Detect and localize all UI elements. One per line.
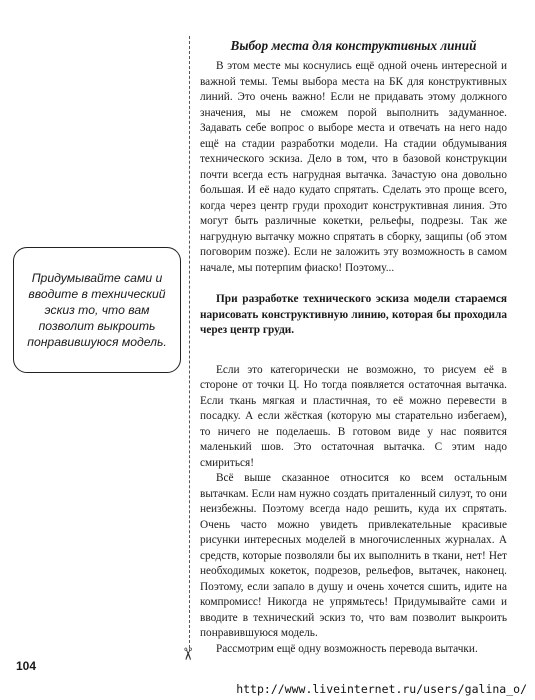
section-heading: Выбор места для конструктивных линий [230, 38, 477, 53]
paragraph-residual-dart: Если это категорически не возможно, то рисуем её в стороне от точки Ц. Но тогда появляется остаточная вытачка. Если ткань мягкая и пластичная, то её можно перевести в посадку. А если жёсткая (которую мы старательно избегаем), то ничего не поделаешь. В готовом виде у нас появится маленький шов. Это остаточная вытачка. С этим надо смириться! [200, 363, 507, 469]
main-text-column [200, 38, 507, 657]
scissors-icon: ✂ [177, 646, 198, 662]
paragraph-closing: Рассмотрим ещё одну возможность перевода вытачки. [216, 642, 478, 655]
paragraph-other-darts: Всё выше сказанное относится ко всем остальным вытачкам. Если нам нужно создать приталенный силуэт, то они неизбежны. Поэтому всегда надо решить, куда их спрятать. Очень часто можно увидеть привлекательные красивые рисунки интересных моделей в многочисленных журналах. А средств, которые позволяли бы их выполнить в ткани, нет! Нет необходимых кокеток, подрезов, рельефов, вытачек, наконец. Поэтому, если запало в душу и очень хочется сшить, идите на компромисс! Никогда не упрямьтесь! Придумывайте сами и вводите в технический эскиз то, что вам позволит выкроить понравившуюся модель. [200, 472, 507, 639]
page-number: 104 [16, 659, 37, 673]
sidebar-callout [13, 247, 181, 373]
callout-note: Придумывайте сами и вводите в технический эскиз то, что вам позволит выкроить понравившуюся модель. [27, 271, 167, 349]
paragraph-intro: В этом месте мы коснулись ещё одной очень интересной и важной темы. Темы выбора места на БК для конструктивных линий. Это очень важно! Если не придавать этому должного значения, мы не сможем порой выполнить задуманное. Задавать себе вопрос о выборе места и отвечать на него надо ещё на стадии разработки модели. На стадии обдумывания технического эскиза. Дело в том, что в базовой конструкции почти всегда есть нагрудная вытачка. Зачастую она довольно большая. И её надо кудато спрятать. Сделать это проще всего, когда через центр груди проходит конструктивная линия. Это могут быть различные кокетки, рельефы, подрезы. Так же нагрудную вытачку можно спрятать в сборку, защипы (об этом поговорим позже). Если не заложить эту возможность в самом начале, мы потерпим фиаско! Поэтому... [200, 60, 507, 274]
bold-rule-paragraph: При разработке технического эскиза модели стараемся нарисовать конструктивную линию, которая бы проходила через центр груди. [200, 293, 507, 336]
source-watermark: http://www.liveinternet.ru/users/galina_o/ [236, 682, 527, 696]
dashed-cut-line [189, 36, 190, 648]
